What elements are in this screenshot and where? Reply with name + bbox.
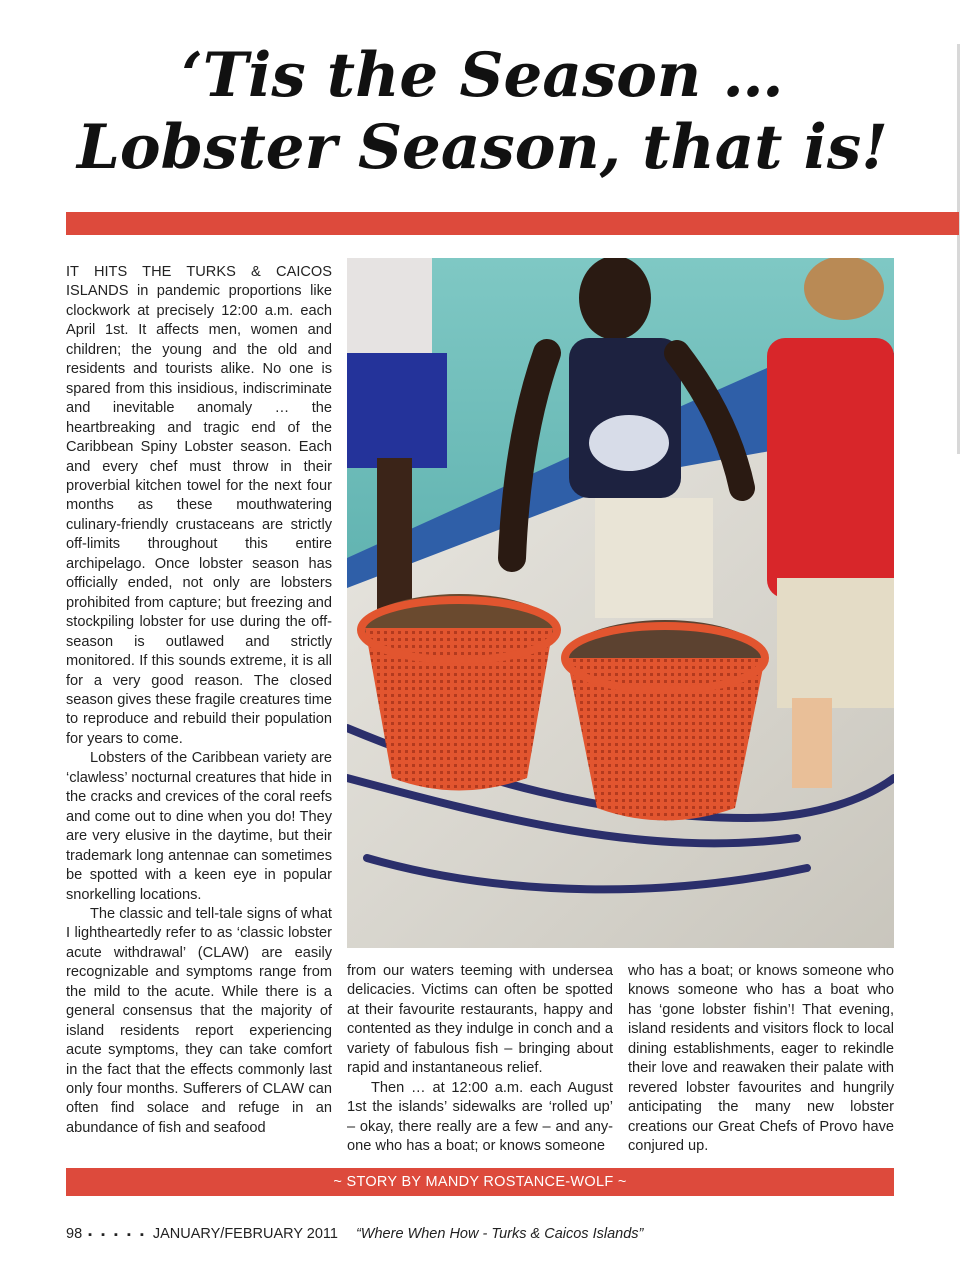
article-column-2 <box>347 962 613 1157</box>
article-title <box>60 40 905 184</box>
article-column-3 <box>628 962 894 1157</box>
issue-date: JANUARY/FEBRUARY 2011 <box>152 1226 338 1242</box>
paragraph-3-part-1: The classic and tell-tale signs of what I lightheartedly refer to as ‘classic lobster acute withdrawal’ (CLAW) are easily recognizable and symptoms range from the mild to the acute. While there is a general consensus that the majority of island residents report experiencing acute symptoms, they can take comfort in the fact that the effects commonly last only four months. Sufferers of CLAW can often find solace and refuge in an abundance of fish and seafood <box>66 905 332 1136</box>
article-column-1 <box>66 263 332 1138</box>
title-line-1: ‘Tis the Season … <box>181 40 784 111</box>
paragraph-4-part-2: who has a boat; or knows someone who knows someone who has a boat who has ‘gone lobster fishin’! That evening, island residents and visitors flock to local dining establishments, eager to rekindle their love and reawaken their palate with revered lobster favourites and hungrily anticipating the many new lobster creations our Great Chefs of Provo have conjured up. <box>628 963 894 1155</box>
paragraph-2: Lobsters of the Caribbean variety are ‘clawless’ nocturnal creatures that hide in the cracks and crevices of the coral reefs and come out to dine when you do! They are very elusive in the daytime, but their trademark long antennae can sometimes be spotted with a keen eye in popular snorkelling locations. <box>66 750 332 903</box>
footer-dots: ▪ ▪ ▪ ▪ ▪ <box>88 1229 147 1241</box>
page-number: 98 <box>66 1226 83 1242</box>
paragraph-1 <box>66 263 332 749</box>
paragraph-3-part-2: from our waters teeming with undersea delicacies. Victims can often be spotted at their favourite restaurants, happy and contented as they indulge in conch and a variety of fabulous fish – bringing about rapid and instantaneous relief. <box>347 963 613 1077</box>
lobster-catch-photo <box>347 258 894 948</box>
lobster-basket-right <box>565 620 765 821</box>
magazine-tagline: “Where When How - Turks & Caicos Islands” <box>355 1226 644 1242</box>
title-accent-rule <box>66 212 959 235</box>
page-footer <box>66 1223 886 1246</box>
story-byline: ~ STORY BY MANDY ROSTANCE-WOLF ~ <box>66 1168 894 1196</box>
title-line-2: Lobster Season, that is! <box>77 112 888 183</box>
lobster-basket-left <box>361 594 557 791</box>
paragraph-4-part-1: Then … at 12:00 a.m. each August 1st the islands’ sidewalks are ‘rolled up’ – okay, there really are a few – and anyone who has a boat; or knows someone <box>347 1079 613 1155</box>
lead-in-text: IT HITS THE TURKS & CAICOS ISLANDS <box>66 264 332 300</box>
paragraph-1-body: in pandemic proportions like clockwork at precisely 12:00 a.m. each April 1st. It affects men, women and children; the young and the old and residents and tourists alike. No one is spared from this insidious, indiscriminate and inevitable anomaly … the heartbreaking and tragic end of the Caribbean Spiny Lobster season. Each and every chef must throw in their proverbial kitchen towel for the next four months as these mouthwatering culinary-friendly crustaceans are strictly off-limits throughout this entire archipelago. Once lobster season has officially ended, not only are lobsters prohibited from capture; but freezing and stockpiling lobster for use during the off-season is outlawed and strictly monitored. If this sounds extreme, it is all for a very good reason. The closed season gives these fragile creatures time to reproduce and rebuild their population for years to come. <box>66 283 332 747</box>
